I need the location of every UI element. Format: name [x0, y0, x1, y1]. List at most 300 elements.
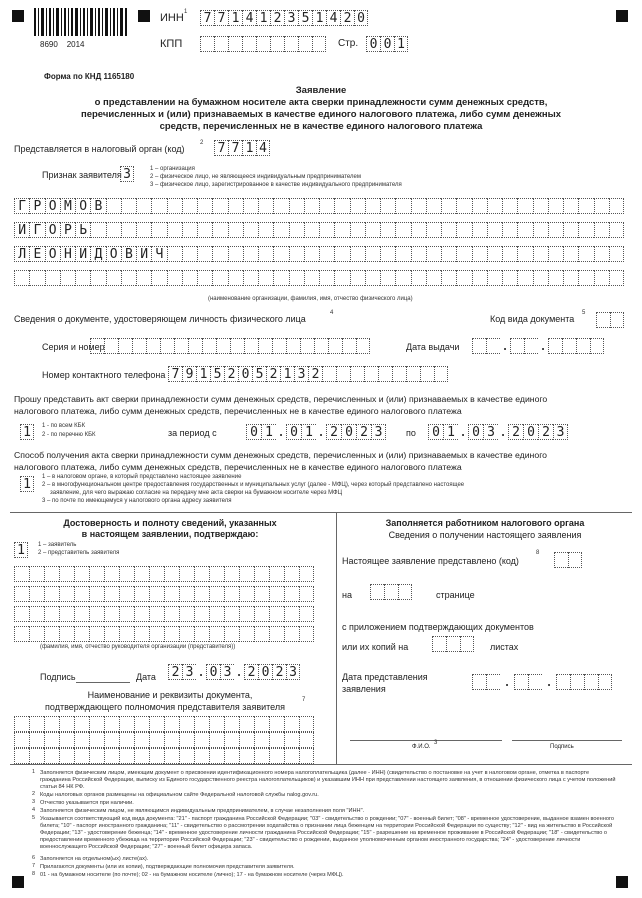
method-option-3: 3 – по почте по имеющемуся у налогового органа адресу заявителя — [42, 498, 232, 504]
staff-date-field[interactable]: . . — [472, 674, 612, 690]
phone-digit: 2 — [308, 366, 322, 382]
phone-label: Номер контактного телефона — [42, 370, 166, 380]
blank-char-cell — [194, 748, 209, 764]
blank-char-cell — [179, 716, 194, 732]
fio-footnote-mark: 3 — [434, 740, 438, 746]
name-char-cell — [151, 198, 166, 214]
name-char-cell — [350, 198, 365, 214]
submitted-footnote-mark: 8 — [536, 550, 540, 556]
date-from-digit: 3 — [371, 424, 386, 440]
confirm-option-1: 1 – заявитель — [38, 542, 77, 548]
name-char-cell — [212, 222, 227, 238]
blank-char-cell — [299, 626, 314, 642]
method-option-1: 1 – в налоговом органе, в который представлено настоящее заявление — [42, 474, 242, 480]
name-char-cell — [426, 270, 441, 286]
inn-field[interactable] — [200, 10, 368, 26]
name-char-cell — [533, 198, 548, 214]
name-char-cell — [502, 222, 517, 238]
kbk-option-2: 2 - по перечню КБК — [42, 432, 96, 438]
date-to-digit: 3 — [483, 424, 498, 440]
name-char-cell — [426, 222, 441, 238]
name-char-cell — [228, 270, 243, 286]
name-char-cell — [411, 198, 426, 214]
barcode-icon — [34, 8, 130, 38]
date-from-digit: 0 — [246, 424, 261, 440]
date-to-digit: 0 — [468, 424, 483, 440]
doc-code-footnote-mark: 5 — [582, 310, 586, 316]
series-digit — [104, 338, 118, 354]
name-char-cell — [594, 198, 609, 214]
name-char-cell: И — [75, 246, 90, 262]
name-char-cell — [350, 270, 365, 286]
date-from-field[interactable] — [246, 424, 386, 440]
blank-char-cell — [164, 716, 179, 732]
name-char-cell — [533, 270, 548, 286]
phone-digit — [322, 366, 336, 382]
name-char-cell — [517, 222, 532, 238]
series-label: Серия и номер — [42, 342, 105, 352]
series-number-field[interactable] — [90, 338, 370, 354]
kpp-digit — [200, 36, 214, 52]
blank-char-cell — [14, 716, 29, 732]
phone-digit: 1 — [280, 366, 294, 382]
name-char-cell: В — [90, 198, 105, 214]
doc-requisites-label-2: подтверждающего полномочия представителя заявителя — [45, 702, 285, 712]
blank-char-cell — [179, 586, 194, 602]
blank-char-cell — [29, 566, 44, 582]
blank-char-cell — [269, 566, 284, 582]
name-char-cell — [563, 198, 578, 214]
phone-digit — [434, 366, 448, 382]
blank-field-row[interactable] — [14, 732, 314, 748]
staff-subheading: Сведения о получении настоящего заявления — [388, 530, 582, 540]
name-char-cell — [365, 270, 380, 286]
title-line-1: о представлении на бумажном носителе акта сверки принадлежности сумм денежных средств, — [94, 97, 548, 108]
fio-label: Ф.И.О. — [412, 744, 431, 750]
confirm-option-2: 2 – представитель заявителя — [38, 550, 120, 556]
page-digit: 0 — [380, 36, 394, 52]
blank-char-cell — [119, 732, 134, 748]
blank-char-cell — [14, 626, 29, 642]
series-digit — [174, 338, 188, 354]
series-digit — [118, 338, 132, 354]
name-char-cell: Р — [29, 198, 44, 214]
name-char-cell — [304, 270, 319, 286]
footnote-text: Отчество указывается при наличии. — [40, 800, 134, 806]
series-digit — [314, 338, 328, 354]
name-char-cell — [289, 246, 304, 262]
blank-char-cell — [164, 606, 179, 622]
name-char-cell — [502, 270, 517, 286]
barcode — [34, 8, 130, 38]
name-char-cell — [228, 198, 243, 214]
footnote-number: 8 — [32, 871, 36, 877]
staff-sign-line[interactable] — [512, 740, 622, 741]
blank-char-cell — [134, 566, 149, 582]
blank-char-cell — [119, 566, 134, 582]
phone-digit — [392, 366, 406, 382]
kbk-field[interactable] — [20, 424, 34, 440]
name-char-cell: Д — [90, 246, 105, 262]
phone-field[interactable] — [168, 366, 448, 382]
blank-char-cell — [299, 606, 314, 622]
blank-char-cell — [284, 732, 299, 748]
series-digit — [160, 338, 174, 354]
name-char-cell — [456, 222, 471, 238]
footnote-number: 7 — [32, 863, 36, 869]
name-row[interactable] — [14, 198, 624, 214]
sign-date-digit: 3 — [286, 664, 300, 680]
corner-marker-bottom-right — [616, 876, 628, 888]
name-char-cell — [136, 222, 151, 238]
name-char-cell — [228, 222, 243, 238]
date-from-digit: 0 — [286, 424, 301, 440]
name-char-cell — [472, 270, 487, 286]
name-char-cell — [472, 246, 487, 262]
blank-char-cell — [284, 606, 299, 622]
blank-char-cell — [254, 606, 269, 622]
sign-label: Подпись — [40, 672, 76, 682]
name-char-cell — [395, 198, 410, 214]
blank-char-cell — [299, 748, 314, 764]
name-char-cell — [395, 270, 410, 286]
blank-field-row[interactable] — [14, 748, 314, 764]
name-char-cell: В — [121, 246, 136, 262]
blank-char-cell — [209, 566, 224, 582]
page-digit: 0 — [366, 36, 380, 52]
issue-date-digit: . — [501, 338, 509, 354]
name-char-cell — [365, 246, 380, 262]
blank-field-row[interactable] — [14, 566, 314, 582]
blank-char-cell — [149, 748, 164, 764]
name-char-cell: Л — [14, 246, 29, 262]
blank-char-cell — [74, 626, 89, 642]
date-to-digit: 2 — [538, 424, 553, 440]
name-char-cell: Ь — [75, 222, 90, 238]
phone-digit — [364, 366, 378, 382]
series-digit — [300, 338, 314, 354]
name-char-cell — [334, 246, 349, 262]
name-char-cell — [304, 198, 319, 214]
blank-char-cell — [239, 732, 254, 748]
series-digit — [188, 338, 202, 354]
footnote-number: 5 — [32, 815, 36, 821]
blank-char-cell — [179, 566, 194, 582]
blank-char-cell — [239, 586, 254, 602]
date-from-digit: . — [317, 424, 325, 440]
confirm-cell: 1 — [14, 542, 28, 558]
date-from-digit: 2 — [326, 424, 341, 440]
method-cell: 1 — [20, 476, 34, 492]
phone-digit: 2 — [224, 366, 238, 382]
blank-char-cell — [299, 732, 314, 748]
title-line-2: перечисленных и (или) признаваемых в качестве единого налогового платежа, либо сумм денежных — [80, 109, 562, 120]
name-char-cell — [273, 198, 288, 214]
name-row[interactable] — [14, 246, 624, 262]
inn-digit: 7 — [214, 10, 228, 26]
staff-fio-line[interactable] — [350, 740, 502, 741]
blank-field-row[interactable] — [14, 716, 314, 732]
kbk-cell: 1 — [20, 424, 34, 440]
blank-char-cell — [134, 586, 149, 602]
blank-char-cell — [269, 606, 284, 622]
blank-char-cell — [194, 626, 209, 642]
doc-footnote-mark: 7 — [302, 697, 306, 703]
name-char-cell — [395, 246, 410, 262]
date-from-digit: 1 — [301, 424, 316, 440]
sign-date-digit: . — [235, 664, 243, 680]
blank-char-cell — [134, 732, 149, 748]
blank-char-cell — [29, 606, 44, 622]
name-char-cell — [212, 270, 227, 286]
name-char-cell — [14, 270, 29, 286]
name-char-cell: Ч — [151, 246, 166, 262]
name-char-cell — [609, 246, 624, 262]
corner-marker-top-right — [616, 10, 628, 22]
name-char-cell — [563, 222, 578, 238]
corner-marker-top-left — [12, 10, 24, 22]
kpp-label: КПП — [160, 38, 183, 50]
section-vertical-divider — [336, 512, 337, 764]
name-char-cell: Н — [60, 246, 75, 262]
series-digit — [132, 338, 146, 354]
phone-digit: 2 — [266, 366, 280, 382]
blank-char-cell — [104, 586, 119, 602]
phone-digit — [378, 366, 392, 382]
series-digit — [328, 338, 342, 354]
tax-code-digit: 1 — [242, 140, 256, 156]
submitted-code-field[interactable] — [554, 552, 582, 568]
blank-char-cell — [119, 626, 134, 642]
blank-char-cell — [44, 566, 59, 582]
inn-digit: 4 — [242, 10, 256, 26]
method-field[interactable] — [20, 476, 34, 492]
blank-char-cell — [149, 716, 164, 732]
phone-digit: 1 — [196, 366, 210, 382]
name-char-cell: Г — [29, 222, 44, 238]
name-char-cell: О — [45, 198, 60, 214]
blank-char-cell — [134, 748, 149, 764]
kpp-digit — [256, 36, 270, 52]
issue-date-digit — [472, 338, 486, 354]
page-number-field[interactable] — [366, 36, 408, 52]
blank-field-row[interactable] — [14, 606, 314, 622]
method-option-2: 2 – в многофункциональном центре предоставления государственных и муниципальных услуг (далее - МФЦ), через который представлено настоящее — [42, 482, 465, 488]
issue-date-digit — [510, 338, 524, 354]
name-char-cell — [121, 270, 136, 286]
name-char-cell — [548, 222, 563, 238]
name-char-cell — [609, 198, 624, 214]
name-char-cell — [380, 270, 395, 286]
name-char-cell — [243, 222, 258, 238]
blank-char-cell — [284, 566, 299, 582]
tax-authority-footnote-mark: 2 — [200, 140, 204, 146]
name-row[interactable] — [14, 270, 624, 286]
date-to-digit: 0 — [523, 424, 538, 440]
name-char-cell — [426, 198, 441, 214]
date-from-digit: 2 — [356, 424, 371, 440]
name-char-cell — [411, 222, 426, 238]
blank-field-row[interactable] — [14, 586, 314, 602]
name-char-cell — [517, 270, 532, 286]
name-char-cell — [258, 270, 273, 286]
name-char-cell — [548, 246, 563, 262]
name-char-cell — [182, 222, 197, 238]
request-line-1: Прошу представить акт сверки принадлежности сумм денежных средств, перечисленных и (или) признаваемых в качестве единого — [14, 394, 548, 404]
name-char-cell — [243, 198, 258, 214]
footnote-text: Указывается соответствующий код вида документа: "21" - паспорт гражданина Российской Федерации; "03" - свидетельство о рождении; "07" - военный билет; "08" - временное удостоверение, выданное взамен военного билета; "10" - паспорт иностранного гражданина; "11" - свидетельство о рассмотрении ходатайства о признании лица беженцем на территории Российской Федерации по существу; "12" - вид на жительство в Российской Федерации; "13" - удостоверение беженца; "14" - временное удостоверение личности гражданина Российской Федерации; "15" - разрешение на временное проживание в Российской Федерации; "18" - свидетельство о предоставлении временного убежища на территории Российской Федерации; "23" - свидетельство о рождении, выданное уполномоченным органом иностранного государства; "24" - удостоверение личности военнослужащего Российской Федерации; "27" - военный билет офицера запаса. — [40, 816, 614, 850]
kpp-digit — [312, 36, 326, 52]
blank-char-cell — [164, 586, 179, 602]
blank-char-cell — [44, 748, 59, 764]
applicant-sign-field[interactable] — [120, 166, 134, 182]
name-char-cell — [319, 270, 334, 286]
name-char-cell — [319, 198, 334, 214]
blank-field-row[interactable] — [14, 626, 314, 642]
pages-field[interactable] — [370, 584, 412, 600]
blank-char-cell — [44, 586, 59, 602]
blank-char-cell — [59, 732, 74, 748]
footnote-number: 1 — [32, 769, 36, 775]
name-char-cell — [563, 246, 578, 262]
name-char-cell — [594, 246, 609, 262]
name-char-cell — [106, 222, 121, 238]
blank-char-cell — [104, 626, 119, 642]
blank-char-cell — [299, 716, 314, 732]
blank-char-cell — [149, 566, 164, 582]
blank-char-cell — [14, 748, 29, 764]
phone-digit — [336, 366, 350, 382]
name-char-cell — [167, 198, 182, 214]
blank-char-cell — [164, 732, 179, 748]
name-char-cell — [380, 246, 395, 262]
series-digit — [90, 338, 104, 354]
issue-date-field[interactable] — [472, 338, 604, 354]
name-char-cell — [456, 270, 471, 286]
name-char-cell: Е — [29, 246, 44, 262]
blank-char-cell — [224, 606, 239, 622]
method-line-1: Способ получения акта сверки принадлежности сумм денежных средств, перечисленных и (или) признаваемых в качестве единого — [14, 450, 547, 460]
blank-char-cell — [284, 716, 299, 732]
blank-char-cell — [224, 732, 239, 748]
name-row[interactable] — [14, 222, 624, 238]
title-line-3: средств, перечисленных не в качестве единого налогового платежа — [159, 121, 483, 132]
name-char-cell — [151, 270, 166, 286]
name-char-cell — [533, 246, 548, 262]
issue-date-digit — [524, 338, 538, 354]
blank-char-cell — [29, 716, 44, 732]
date-to-digit: 2 — [508, 424, 523, 440]
name-char-cell — [578, 270, 593, 286]
name-char-cell — [609, 270, 624, 286]
sign-date-digit: 2 — [168, 664, 182, 680]
period-to-label: по — [406, 428, 416, 438]
blank-char-cell — [224, 716, 239, 732]
blank-char-cell — [89, 626, 104, 642]
date-to-digit: 1 — [443, 424, 458, 440]
name-char-cell — [75, 270, 90, 286]
inn-digit: 4 — [326, 10, 340, 26]
blank-char-cell — [134, 716, 149, 732]
kpp-field[interactable] — [200, 36, 326, 52]
copies-label: или их копий на — [342, 642, 409, 652]
doc-code-field[interactable] — [596, 312, 624, 328]
name-char-cell — [411, 270, 426, 286]
blank-char-cell — [209, 586, 224, 602]
kpp-digit — [242, 36, 256, 52]
tax-code-digit: 4 — [256, 140, 270, 156]
footnote-text: Заполняется на отдельном(ых) листе(ах). — [40, 856, 149, 862]
name-char-cell — [365, 198, 380, 214]
confirm-heading-2: в настоящем заявлении, подтверждаю: — [81, 529, 259, 539]
blank-char-cell — [194, 586, 209, 602]
name-char-cell — [45, 270, 60, 286]
confirm-field[interactable] — [14, 542, 28, 558]
blank-char-cell — [224, 566, 239, 582]
name-char-cell — [319, 246, 334, 262]
blank-char-cell — [134, 606, 149, 622]
footnote-number: 2 — [32, 791, 36, 797]
name-char-cell — [365, 222, 380, 238]
name-char-cell — [228, 246, 243, 262]
phone-digit: 5 — [210, 366, 224, 382]
blank-char-cell — [89, 732, 104, 748]
name-char-cell — [197, 198, 212, 214]
blank-char-cell — [209, 626, 224, 642]
blank-char-cell — [209, 748, 224, 764]
name-char-cell — [472, 198, 487, 214]
name-char-cell — [243, 270, 258, 286]
blank-char-cell — [89, 716, 104, 732]
blank-char-cell — [284, 748, 299, 764]
issue-date-digit — [486, 338, 500, 354]
form-code: Форма по КНД 1165180 — [44, 72, 135, 81]
id-doc-footnote-mark: 4 — [330, 310, 334, 316]
blank-char-cell — [14, 606, 29, 622]
blank-char-cell — [299, 566, 314, 582]
tax-authority-code-field[interactable] — [214, 140, 270, 156]
blank-char-cell — [59, 586, 74, 602]
name-char-cell — [182, 198, 197, 214]
blank-char-cell — [179, 626, 194, 642]
confirm-heading-1: Достоверность и полноту сведений, указанных — [63, 518, 277, 528]
footnote-text: Заполняется физическим лицом, имеющим документ о присвоении идентификационного номера налогоплательщика (далее - ИНН) (свидетельство о постановке на учет в налоговом органе, отметка в паспорте гражданина Российской Федерации, выписку из Единого государственного реестра налогоплательщиков) и указавшим ИНН при представлении настоящего заявления, в отношении физического лица с учетом положений статьи 84 НК РФ. — [40, 770, 616, 790]
name-char-cell — [304, 246, 319, 262]
blank-char-cell — [14, 732, 29, 748]
sign-date-field[interactable] — [168, 664, 300, 680]
inn-digit: 1 — [312, 10, 326, 26]
issue-date-digit — [562, 338, 576, 354]
method-option-2b: заявление, для чего выражаю согласие на передачу мне акта сверки на бумажном носителе через МФЦ — [50, 490, 343, 496]
name-char-cell — [350, 222, 365, 238]
method-line-2: налогового платежа, либо сумм денежных средств, перечисленных не в качестве единого налогового платежа — [14, 462, 462, 472]
name-char-cell — [441, 246, 456, 262]
name-caption: (наименование организации, фамилия, имя, отчество физического лица) — [208, 296, 413, 302]
blank-char-cell — [224, 586, 239, 602]
blank-char-cell — [104, 732, 119, 748]
footnote-text: Прилагаются документы (или их копии), подтверждающие полномочия представителя заявителя. — [40, 864, 295, 870]
copies-field[interactable] — [432, 636, 474, 652]
page-na-label: на — [342, 590, 352, 600]
blank-char-cell — [134, 626, 149, 642]
blank-char-cell — [29, 626, 44, 642]
name-char-cell — [136, 270, 151, 286]
blank-char-cell — [29, 748, 44, 764]
blank-char-cell — [149, 732, 164, 748]
signature-line[interactable] — [76, 682, 130, 683]
name-char-cell — [304, 222, 319, 238]
date-to-field[interactable] — [428, 424, 568, 440]
